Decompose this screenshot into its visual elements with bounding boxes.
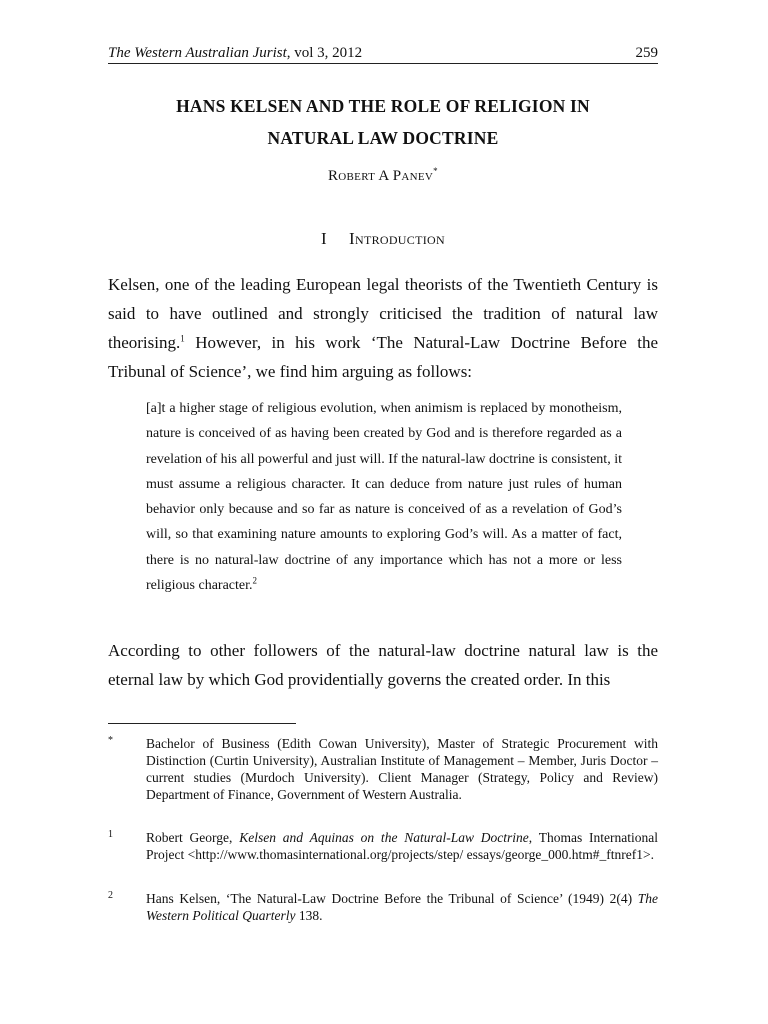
footnote-text (146, 829, 658, 863)
footnote-mark: 2 (108, 890, 113, 901)
footnote-text-part: 138. (295, 908, 323, 923)
footnote-ref-1: 1 (180, 333, 185, 344)
article-title (108, 90, 658, 154)
footnote-text: Bachelor of Business (Edith Cowan University), Master of Strategic Procurement with Distinction (Curtin University), Australian Institute of Management – Member, Juris Doctor – current studies (Murdoch University). Client Manager (Strategy, Policy and Review) Department of Finance, Government of Western Australia. (146, 736, 658, 802)
block-quote (146, 396, 622, 598)
running-head (108, 45, 658, 64)
page-number: 259 (635, 45, 658, 61)
body-paragraph-2: According to other followers of the natural-law doctrine natural law is the eternal law by which God providentially governs the created order. In this (108, 641, 658, 689)
author-name: Robert A Panev (328, 168, 434, 184)
footnote-author (108, 735, 658, 803)
footnote-2 (108, 890, 658, 924)
author-byline (108, 168, 658, 185)
footnote-text (146, 890, 658, 924)
section-title: Introduction (349, 229, 445, 248)
footnote-cited-title: Kelsen and Aquinas on the Natural-Law Doctrine (239, 830, 529, 845)
body-paragraph-1 (108, 270, 658, 386)
article-title-line-2: NATURAL LAW DOCTRINE (267, 128, 499, 148)
footnote-mark: 1 (108, 829, 113, 840)
section-number: I (321, 229, 328, 248)
footnote-text-part: Robert George, (146, 830, 240, 845)
section-heading (108, 229, 658, 249)
footnote-1 (108, 829, 658, 863)
article-title-line-1: HANS KELSEN AND THE ROLE OF RELIGION IN (176, 96, 590, 116)
body-paragraph-1-text-cont: However, in his work ‘The Natural-Law Doctrine Before the Tribunal of Science’, we find him arguing as follows: (108, 333, 658, 381)
footnote-text-part: , Thomas International Project <http://www.thomasinternational.org/projects/step/ essays/george_000.htm#_ftnref1>. (146, 830, 658, 862)
author-footnote-mark: * (433, 166, 438, 176)
body-paragraph-1-text: Kelsen, one of the leading European legal theorists of the Twentieth Century is said to have outlined and strongly criticised the tradition of natural law theorising. (108, 275, 658, 352)
journal-name: The Western Australian Jurist (108, 45, 287, 61)
footnote-ref-2: 2 (252, 575, 258, 586)
block-quote-text: [a]t a higher stage of religious evolution, when animism is replaced by monotheism, nature is conceived of as having been created by God and is therefore regarded as a revelation of his all powerful and just will. If the natural-law doctrine is consistent, it must assume a religious character. It can deduce from nature just rules of human behavior only because and so far as nature is conceived of as a revelation of God’s will, so that examining nature amounts to exploring God’s will. As a matter of fact, there is no natural-law doctrine of any importance which has not a more or less religious character. (146, 401, 622, 594)
journal-volume: , vol 3, 2012 (286, 45, 363, 61)
footnote-separator (108, 723, 296, 724)
journal-citation (108, 45, 362, 62)
footnote-cited-title: The Western Political Quarterly (146, 891, 658, 923)
footnote-text-part: Hans Kelsen, ‘The Natural-Law Doctrine Before the Tribunal of Science’ (1949) 2(4) (146, 891, 638, 906)
footnote-mark: * (108, 735, 113, 746)
